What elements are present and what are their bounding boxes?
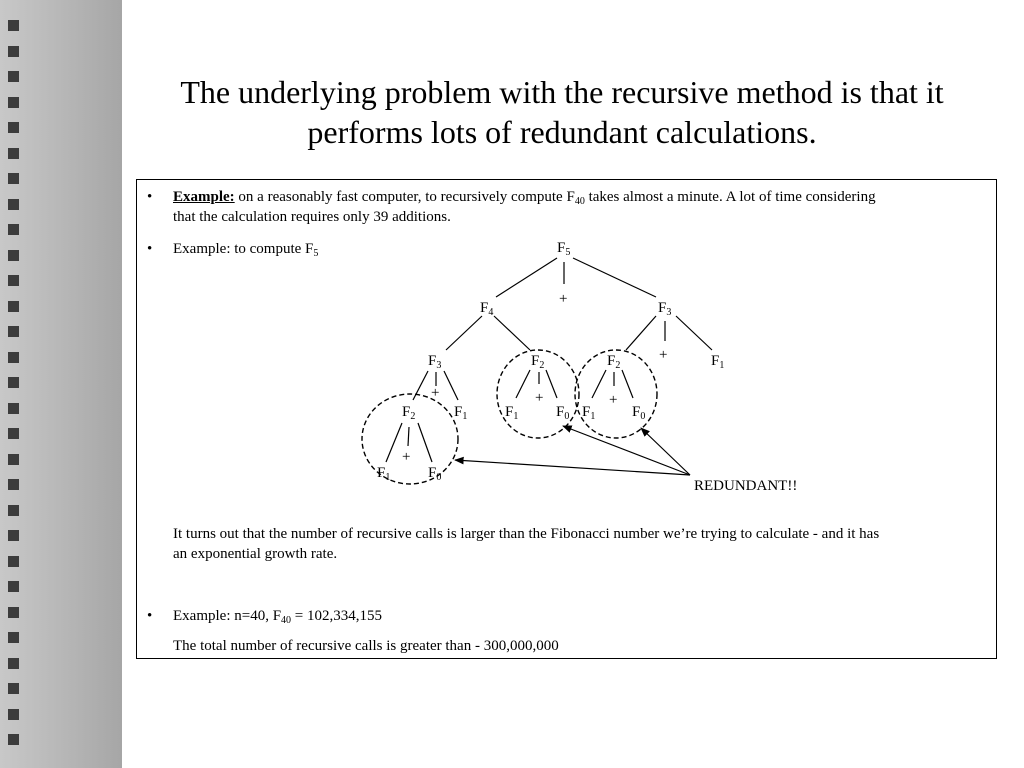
- plus-sign: +: [535, 390, 544, 406]
- plus-sign: +: [659, 347, 668, 363]
- example1-line1: Example: on a reasonably fast computer, to recursively compute $F_{40}$ takes almost a minute. A lot of time considering: [173, 189, 876, 207]
- bullet: •: [147, 608, 153, 624]
- tree-edge: [494, 316, 530, 350]
- tree-edge: [626, 316, 656, 350]
- tree-edge: [386, 423, 402, 462]
- title-line-1: The underlying problem with the recursive method is that it: [180, 74, 944, 110]
- tree-node-f1-a: $F_1$: [454, 404, 468, 422]
- tree-edge: [546, 370, 557, 398]
- tree-edge: [592, 370, 606, 398]
- tree-node-f1-right: $F_1$: [711, 353, 725, 371]
- bullet: •: [147, 189, 153, 205]
- final-line: The total number of recursive calls is greater than - 300,000,000: [173, 638, 559, 654]
- title-line-2: performs lots of redundant calculations.: [307, 114, 817, 150]
- tree-edge: [622, 370, 633, 398]
- tree-node-f0-b: $F_0$: [632, 404, 646, 422]
- tree-node-f4: $F_4$: [480, 300, 494, 318]
- tree-node-f1-c: $F_1$: [582, 404, 596, 422]
- tree-edge: [496, 258, 557, 297]
- example1-label: Example:: [173, 189, 235, 205]
- redundant-label: REDUNDANT!!: [694, 478, 798, 494]
- tree-node-f5: $F_5$: [557, 240, 571, 258]
- plus-sign: +: [559, 291, 568, 307]
- tree-edge: [444, 371, 458, 400]
- example3-line: Example: n=40, $F_{40} = 102,334,155$: [173, 608, 383, 626]
- tree-edge: [676, 316, 712, 350]
- tree-node-f0-c: $F_0$: [428, 465, 442, 483]
- plus-sign: +: [402, 449, 411, 465]
- tree-node-f1-b: $F_1$: [505, 404, 519, 422]
- plus-sign: +: [609, 392, 618, 408]
- tree-node-f2-middle-left: $F_2$: [531, 353, 545, 371]
- tree-edge: [516, 370, 530, 398]
- tree-node-f0-a: $F_0$: [556, 404, 570, 422]
- tree-node-f2-middle-right: $F_2$: [607, 353, 621, 371]
- tree-node-f1-d: $F_1$: [377, 465, 391, 483]
- plus-sign: +: [431, 385, 440, 401]
- redundant-arrow: [455, 460, 690, 475]
- paragraph-line-2: an exponential growth rate.: [173, 546, 338, 562]
- tree-node-f3-right: $F_3$: [658, 300, 672, 318]
- redundant-arrow: [641, 428, 690, 475]
- tree-edge: [418, 423, 432, 462]
- tree-edge: [413, 371, 428, 400]
- paragraph-line-1: It turns out that the number of recursive calls is larger than the Fibonacci number we’re trying to calculate - and it has: [173, 526, 880, 542]
- bullet: •: [147, 241, 153, 257]
- tree-node-f2-left: $F_2$: [402, 404, 416, 422]
- tree-node-f3-left: $F_3$: [428, 353, 442, 371]
- tree-edge: [446, 316, 482, 350]
- tree-edge: [408, 427, 409, 446]
- example1-line2: that the calculation requires only 39 additions.: [173, 209, 451, 225]
- example2-line: Example: to compute $F_5$: [173, 241, 319, 259]
- tree-edge: [573, 258, 656, 297]
